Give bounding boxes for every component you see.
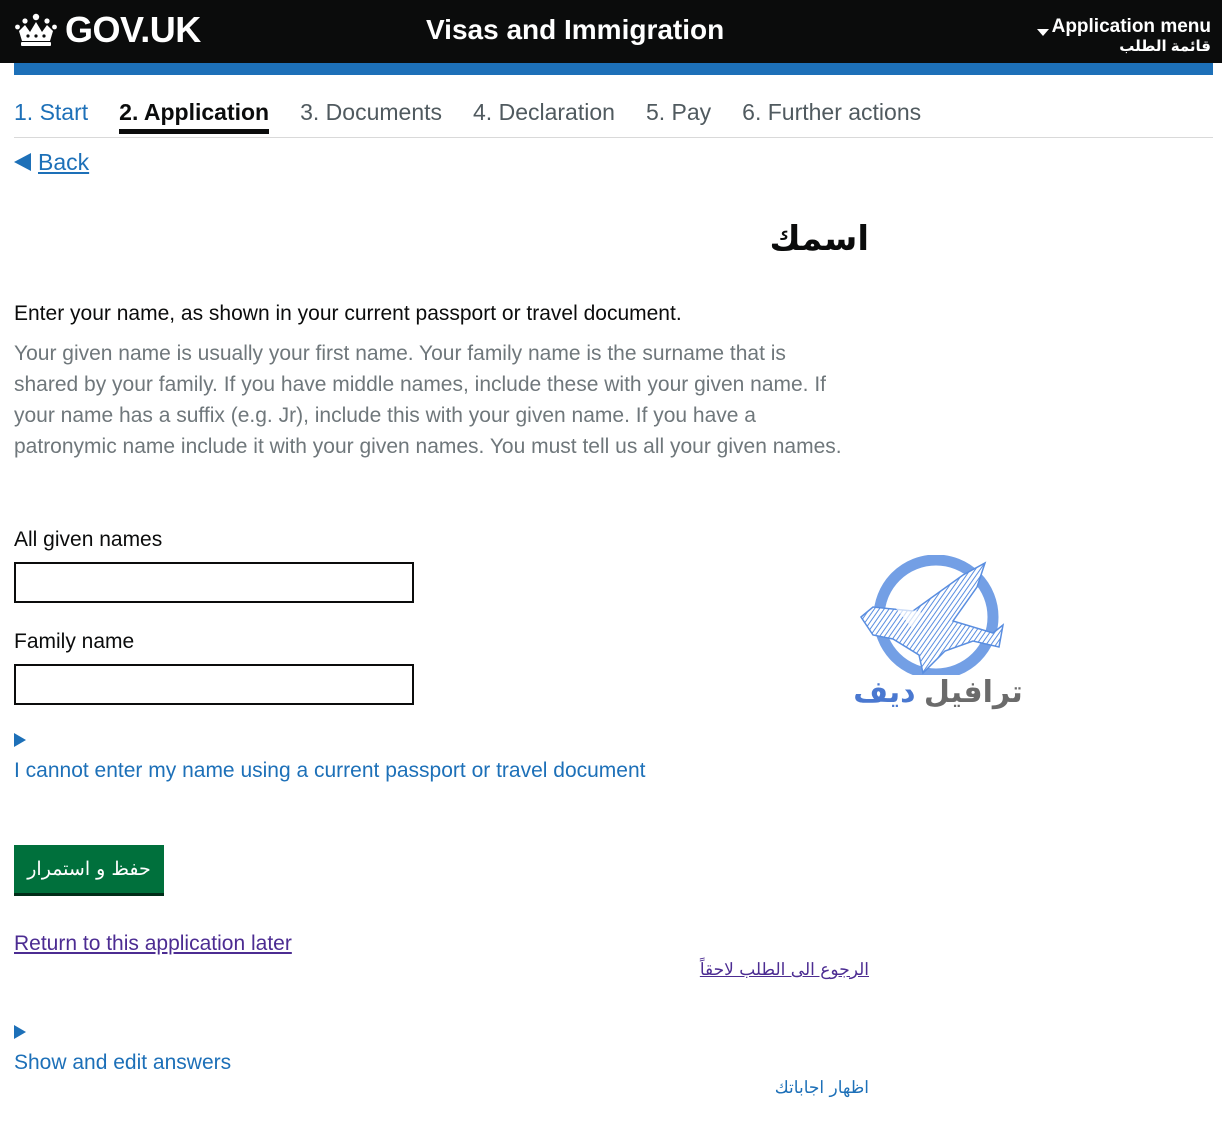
steps-divider xyxy=(14,137,1213,138)
watermark-word-2: ديف xyxy=(853,676,916,709)
show-answers-summary: Show and edit answers xyxy=(14,1051,232,1074)
triangle-right-icon xyxy=(14,733,26,747)
return-later-link[interactable]: Return to this application later xyxy=(14,932,292,955)
airplane-logo-icon xyxy=(853,555,1023,675)
show-answers-details[interactable] xyxy=(14,1025,231,1077)
step-documents: 3. Documents xyxy=(300,99,443,125)
given-names-label: All given names xyxy=(14,528,163,551)
save-and-continue-button[interactable]: حفظ و استمرار xyxy=(14,845,164,893)
lead-text: Enter your name, as shown in your current passport or travel document. xyxy=(14,302,682,325)
application-menu-label: Application menu xyxy=(1051,16,1211,37)
caret-down-icon xyxy=(1037,29,1049,36)
step-further-actions: 6. Further actions xyxy=(742,99,922,125)
family-name-input[interactable] xyxy=(14,664,414,705)
step-application: 2. Application xyxy=(119,96,269,134)
given-names-input[interactable] xyxy=(14,562,414,603)
triangle-right-icon xyxy=(14,1025,26,1039)
return-later-link-ar[interactable]: الرجوع الى الطلب لاحقاً xyxy=(699,960,869,980)
step-start[interactable]: 1. Start xyxy=(14,99,89,125)
show-answers-label-ar: اظهار اجاباتك xyxy=(774,1078,869,1098)
progress-steps xyxy=(14,96,952,134)
cannot-enter-name-details[interactable] xyxy=(14,733,646,785)
travel-dev-watermark xyxy=(853,555,1023,720)
crown-icon xyxy=(14,12,58,48)
back-arrow-icon xyxy=(14,153,31,171)
step-declaration: 4. Declaration xyxy=(473,99,615,125)
govuk-logo[interactable] xyxy=(14,10,201,50)
service-name[interactable]: Visas and Immigration xyxy=(426,14,725,45)
step-pay: 5. Pay xyxy=(645,99,712,125)
family-name-label: Family name xyxy=(14,630,135,653)
site-header xyxy=(0,0,1222,63)
header-blue-bar xyxy=(14,63,1213,75)
page-title: اسمك xyxy=(769,220,869,258)
back-link[interactable] xyxy=(14,147,89,177)
cannot-enter-name-summary: I cannot enter my name using a current passport or travel document xyxy=(14,759,646,782)
application-menu-toggle[interactable] xyxy=(1037,16,1211,56)
logo-text: GOV.UK xyxy=(65,9,201,50)
back-link-label: Back xyxy=(38,149,90,175)
watermark-word-1: ترافيل xyxy=(923,676,1023,709)
hint-text: Your given name is usually your first name. Your family name is the surname that is shared by your family. If you have middle names, include these with your given name. If your name has a suffix (e.g. Jr), include this with your given name. If you have a patronymic name include it with your given names. You must tell us all your given names. xyxy=(14,342,842,458)
application-menu-label-ar: قائمة الطلب xyxy=(1119,38,1211,55)
